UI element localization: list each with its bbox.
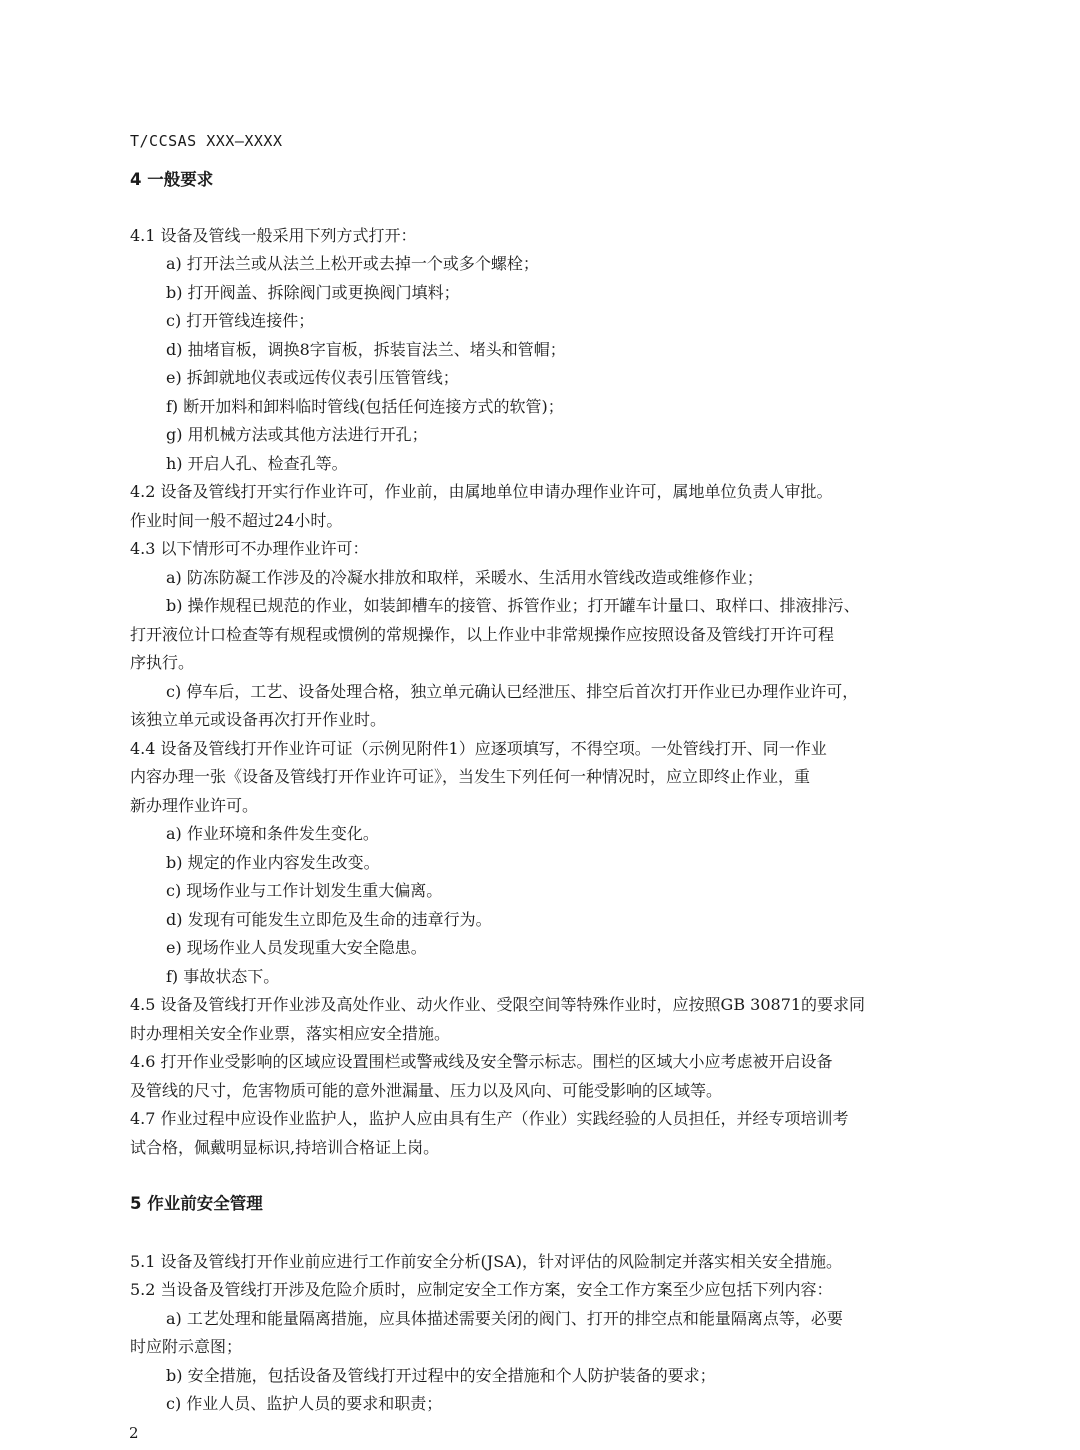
clause-4-7: 4.7 作业过程中应设作业监护人，监护人应由具有生产（作业）实践经验的人员担任，并经专项培训考 (130, 1109, 849, 1128)
list-item: e) 现场作业人员发现重大安全隐患。 (166, 938, 427, 957)
list-item-continued: 序执行。 (130, 653, 195, 672)
list-item: b) 规定的作业内容发生改变。 (166, 853, 380, 872)
list-item: a) 作业环境和条件发生变化。 (166, 824, 379, 843)
list-item: d) 发现有可能发生立即危及生命的违章行为。 (166, 910, 492, 929)
clause-4-6-continued: 及管线的尺寸，危害物质可能的意外泄漏量、压力以及风向、可能受影响的区域等。 (130, 1081, 723, 1100)
list-item: a) 工艺处理和能量隔离措施，应具体描述需要关闭的阀门、打开的排空点和能量隔离点等，必要 (166, 1309, 843, 1328)
list-item-continued: 打开液位计口检查等有规程或惯例的常规操作，以上作业中非常规操作应按照设备及管线打开许可程 (130, 625, 835, 644)
list-item: c) 停车后，工艺、设备处理合格，独立单元确认已经泄压、排空后首次打开作业已办理作业许可， (166, 682, 859, 701)
list-item: b) 打开阀盖、拆除阀门或更换阀门填料； (166, 283, 460, 302)
list-item: a) 打开法兰或从法兰上松开或去掉一个或多个螺栓； (166, 254, 539, 273)
list-item: c) 现场作业与工作计划发生重大偏离。 (166, 881, 443, 900)
clause-4-4-continued: 内容办理一张《设备及管线打开作业许可证》，当发生下列任何一种情况时，应立即终止作业，重 (130, 767, 811, 786)
document-code: T/CCSAS XXX—XXXX (130, 132, 283, 150)
list-item: d) 抽堵盲板，调换8字盲板，拆装盲法兰、堵头和管帽； (166, 340, 566, 359)
section-heading-5: 5 作业前安全管理 (130, 1194, 263, 1213)
list-item: e) 拆卸就地仪表或远传仪表引压管管线； (166, 368, 459, 387)
clause-4-4-continued: 新办理作业许可。 (130, 796, 259, 815)
list-item: f) 事故状态下。 (166, 967, 280, 986)
list-item: b) 操作规程已规范的作业，如装卸槽车的接管、拆管作业；打开罐车计量口、取样口、排液排污、 (166, 596, 860, 615)
list-item: c) 作业人员、监护人员的要求和职责； (166, 1394, 443, 1413)
list-item: f) 断开加料和卸料临时管线(包括任何连接方式的软管)； (166, 397, 564, 416)
section-heading-4: 4 一般要求 (130, 170, 214, 189)
list-item: a) 防冻防凝工作涉及的冷凝水排放和取样，采暖水、生活用水管线改造或维修作业； (166, 568, 763, 587)
clause-5-1: 5.1 设备及管线打开作业前应进行工作前安全分析(JSA)，针对评估的风险制定并落实相关安全措施。 (130, 1252, 842, 1271)
clause-4-1: 4.1 设备及管线一般采用下列方式打开： (130, 226, 417, 245)
list-item-continued: 时应附示意图； (130, 1337, 243, 1356)
clause-4-6: 4.6 打开作业受影响的区域应设置围栏或警戒线及安全警示标志。围栏的区域大小应考虑被开启设备 (130, 1052, 833, 1071)
clause-4-3: 4.3 以下情形可不办理作业许可： (130, 539, 369, 558)
list-item: b) 安全措施，包括设备及管线打开过程中的安全措施和个人防护装备的要求； (166, 1366, 716, 1385)
clause-4-5-continued: 时办理相关安全作业票，落实相应安全措施。 (130, 1024, 451, 1043)
clause-4-2: 4.2 设备及管线打开实行作业许可，作业前，由属地单位申请办理作业许可，属地单位负责人审批。 (130, 482, 833, 501)
list-item: h) 开启人孔、检查孔等。 (166, 454, 348, 473)
clause-4-7-continued: 试合格，佩戴明显标识,持培训合格证上岗。 (130, 1138, 440, 1157)
clause-4-4: 4.4 设备及管线打开作业许可证（示例见附件1）应逐项填写，不得空项。一处管线打开、同一作业 (130, 739, 827, 758)
list-item: g) 用机械方法或其他方法进行开孔； (166, 425, 428, 444)
clause-4-5: 4.5 设备及管线打开作业涉及高处作业、动火作业、受限空间等特殊作业时，应按照GB 30871的要求同 (130, 995, 866, 1014)
page-number: 2 (129, 1424, 139, 1442)
list-item: c) 打开管线连接件； (166, 311, 315, 330)
list-item-continued: 该独立单元或设备再次打开作业时。 (130, 710, 387, 729)
clause-4-2-continued: 作业时间一般不超过24小时。 (130, 511, 343, 530)
clause-5-2: 5.2 当设备及管线打开涉及危险介质时，应制定安全工作方案，安全工作方案至少应包括下列内容： (130, 1280, 833, 1299)
